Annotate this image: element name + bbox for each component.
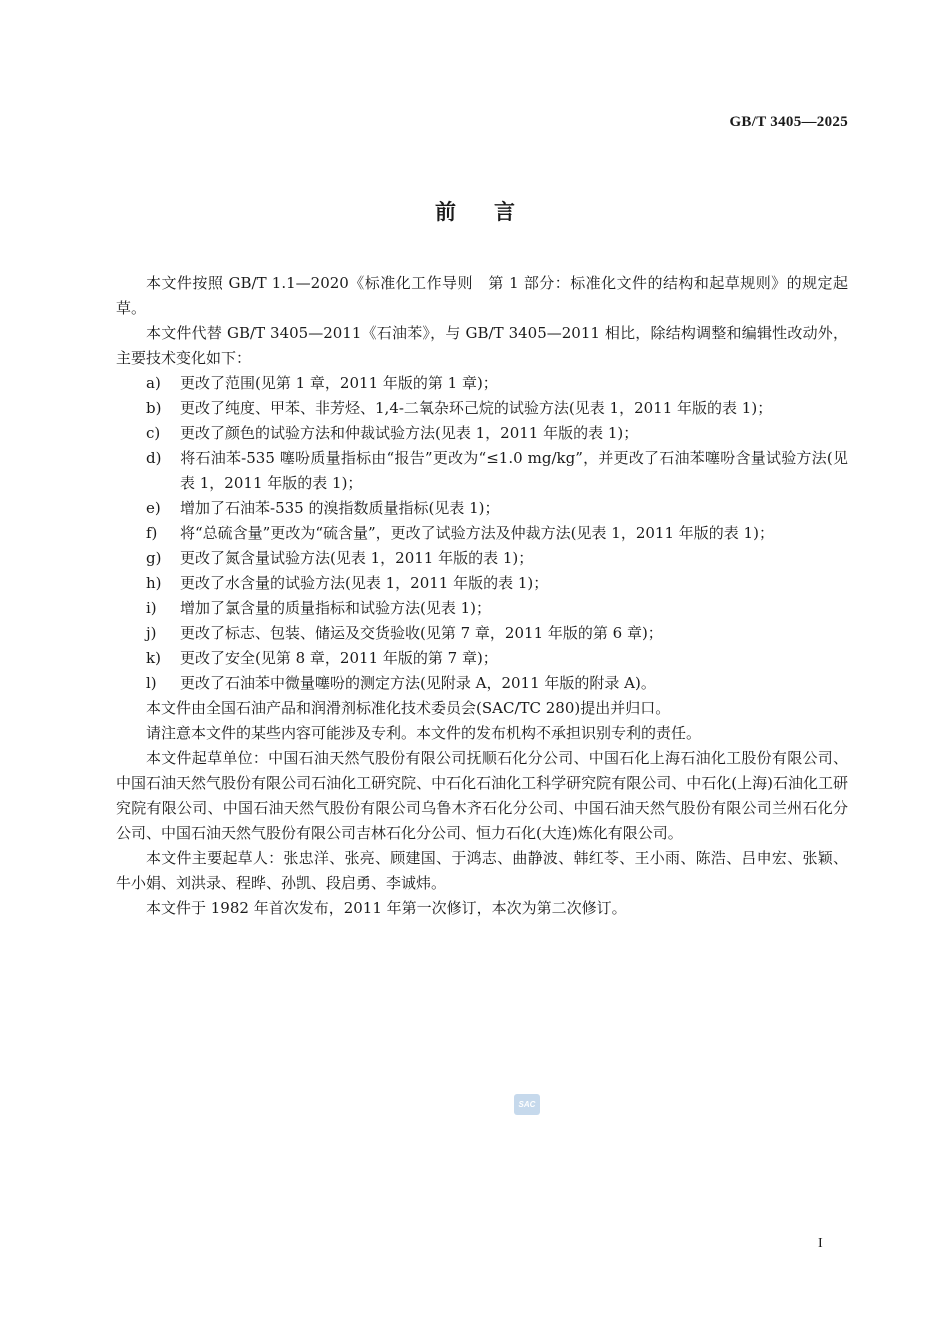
list-item [116,596,848,621]
list-label: g) [146,549,162,567]
list-text: 更改了石油苯中微量噻吩的测定方法(见附录 A，2011 年版的附录 A)。 [180,674,656,692]
list-item [116,621,848,646]
list-text: 增加了氯含量的质量指标和试验方法(见表 1)； [180,599,492,617]
list-item [116,671,848,696]
list-item [116,446,848,496]
list-item [116,396,848,421]
list-text: 更改了氮含量试验方法(见表 1，2011 年版的表 1)； [180,549,534,567]
list-item [116,571,848,596]
list-label: k) [146,649,161,667]
list-item [116,546,848,571]
changes-list [116,371,848,696]
list-label: a) [146,374,161,392]
list-text: 更改了范围(见第 1 章，2011 年版的第 1 章)； [180,374,498,392]
paragraph: 本文件由全国石油产品和润滑剂标准化技术委员会(SAC/TC 280)提出并归口。 [146,699,671,717]
list-label: f) [146,524,158,542]
list-label: h) [146,574,162,592]
standard-number: GB/T 3405—2025 [729,114,848,130]
paragraph: 本文件起草单位：中国石油天然气股份有限公司抚顺石化分公司、中国石化上海石油化工股份有限公司、中国石油天然气股份有限公司石油化工研究院、中石化石油化工科学研究院有限公司、中石化(上海)石油化工研究院有限公司、中国石油天然气股份有限公司乌鲁木齐石化分公司、中国石油天然气股份有限公司兰州石化分公司、中国石油天然气股份有限公司吉林石化分公司、恒力石化(大连)炼化有限公司。 [116,749,848,842]
list-label: j) [146,624,157,642]
list-text: 更改了纯度、甲苯、非芳烃、1,4-二氧杂环己烷的试验方法(见表 1，2011 年版的表 1)； [180,399,773,417]
list-text: 更改了水含量的试验方法(见表 1，2011 年版的表 1)； [180,574,549,592]
paragraph: 本文件主要起草人：张忠洋、张亮、顾建国、于鸿志、曲静波、韩红苓、王小雨、陈浩、吕申宏、张颖、牛小娟、刘洪录、程晔、孙凯、段启勇、李诚炜。 [116,849,848,892]
list-label: c) [146,424,161,442]
list-label: d) [146,449,162,467]
list-text: 更改了标志、包装、储运及交货验收(见第 7 章，2011 年版的第 6 章)； [180,624,663,642]
paragraph: 本文件代替 GB/T 3405—2011《石油苯》，与 GB/T 3405—2011 相比，除结构调整和编辑性改动外，主要技术变化如下： [116,324,848,367]
list-item [116,496,848,521]
list-label: l) [146,674,157,692]
paragraph: 本文件于 1982 年首次发布，2011 年第一次修订，本次为第二次修订。 [146,899,627,917]
list-label: i) [146,599,157,617]
list-label: e) [146,499,161,517]
list-text: 将石油苯-535 噻吩质量指标由“报告”更改为“≤1.0 mg/kg”，并更改了石油苯噻吩含量试验方法(见表 1，2011 年版的表 1)； [180,449,848,492]
list-text: 将“总硫含量”更改为“硫含量”，更改了试验方法及仲裁方法(见表 1，2011 年版的表 1)； [180,524,774,542]
list-item [116,421,848,446]
list-item [116,371,848,396]
list-text: 更改了颜色的试验方法和仲裁试验方法(见表 1，2011 年版的表 1)； [180,424,639,442]
list-item [116,646,848,671]
list-text: 增加了石油苯-535 的溴指数质量指标(见表 1)； [180,499,500,517]
paragraph: 请注意本文件的某些内容可能涉及专利。本文件的发布机构不承担识别专利的责任。 [146,724,702,742]
foreword-body [116,271,848,921]
list-item [116,521,848,546]
list-label: b) [146,399,162,417]
page-number: I [818,1236,823,1251]
paragraph: 本文件按照 GB/T 1.1—2020《标准化工作导则 第 1 部分：标准化文件的结构和起草规则》的规定起草。 [116,274,848,317]
sac-logo-icon: SAC [514,1094,540,1115]
page-title: 前言 [435,199,553,224]
list-text: 更改了安全(见第 8 章，2011 年版的第 7 章)； [180,649,498,667]
